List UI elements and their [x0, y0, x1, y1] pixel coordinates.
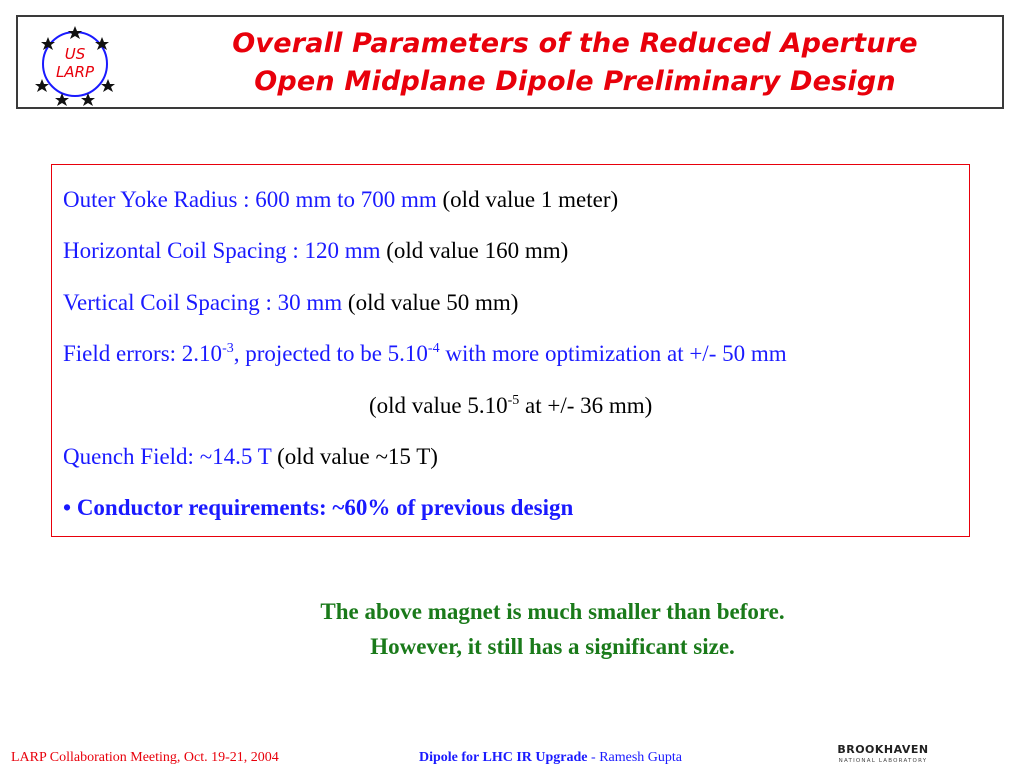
parameters-box — [51, 164, 970, 537]
vertical-spacing-old: (old value 50 mm) — [342, 290, 519, 315]
bullet-icon: • — [63, 495, 72, 520]
horizontal-spacing-old: (old value 160 mm) — [380, 238, 569, 263]
vertical-spacing-label: Vertical Coil Spacing : 30 mm — [63, 290, 343, 315]
brookhaven-logo-name: BROOKHAVEN — [837, 743, 929, 756]
horizontal-spacing-line — [63, 238, 568, 264]
field-errors-exp2: -4 — [427, 341, 440, 356]
slide-title-line1: Overall Parameters of the Reduced Aperture — [232, 28, 918, 59]
horizontal-spacing-label: Horizontal Coil Spacing : 120 mm — [63, 238, 381, 263]
field-errors-old-line — [369, 393, 652, 419]
yoke-radius-old: (old value 1 meter) — [436, 187, 619, 212]
conductor-text: Conductor requirements: ~60% of previous design — [71, 495, 574, 520]
conductor-line — [63, 495, 573, 521]
note-line1: The above magnet is much smaller than before. — [320, 599, 785, 624]
slide-title-line2: Open Midplane Dipole Preliminary Design — [254, 66, 896, 97]
field-errors-line — [63, 341, 787, 367]
quench-field-label: Quench Field: ~14.5 T — [63, 444, 272, 469]
yoke-radius-line — [63, 187, 618, 213]
us-larp-logo — [32, 21, 118, 107]
field-errors-old-prefix: (old value 5.10 — [369, 393, 508, 418]
brookhaven-logo-sub: NATIONAL LABORATORY — [838, 758, 928, 764]
logo-text-larp: LARP — [55, 63, 95, 81]
field-errors-suffix: with more optimization at +/- 50 mm — [439, 341, 787, 366]
footer-title — [419, 750, 682, 766]
logo-text-us: US — [64, 45, 86, 63]
brookhaven-logo — [818, 742, 948, 764]
header-box — [16, 15, 1004, 109]
field-errors-old-exp: -5 — [507, 393, 520, 408]
vertical-spacing-line — [63, 290, 518, 316]
quench-field-old: (old value ~15 T) — [271, 444, 438, 469]
footer-author: - Ramesh Gupta — [587, 750, 683, 765]
quench-field-line — [63, 444, 438, 470]
field-errors-old-suffix: at +/- 36 mm) — [519, 393, 653, 418]
slide-title — [168, 25, 982, 101]
field-errors-mid: , projected to be 5.10 — [233, 341, 428, 366]
field-errors-prefix: Field errors: 2.10 — [63, 341, 223, 366]
footer-talk-title: Dipole for LHC IR Upgrade — [419, 750, 588, 765]
footer-meeting: LARP Collaboration Meeting, Oct. 19-21, 2004 — [11, 750, 279, 765]
field-errors-exp1: -3 — [222, 341, 234, 356]
yoke-radius-label: Outer Yoke Radius : 600 mm to 700 mm — [63, 187, 437, 212]
note-line2: However, it still has a significant size. — [370, 634, 735, 659]
